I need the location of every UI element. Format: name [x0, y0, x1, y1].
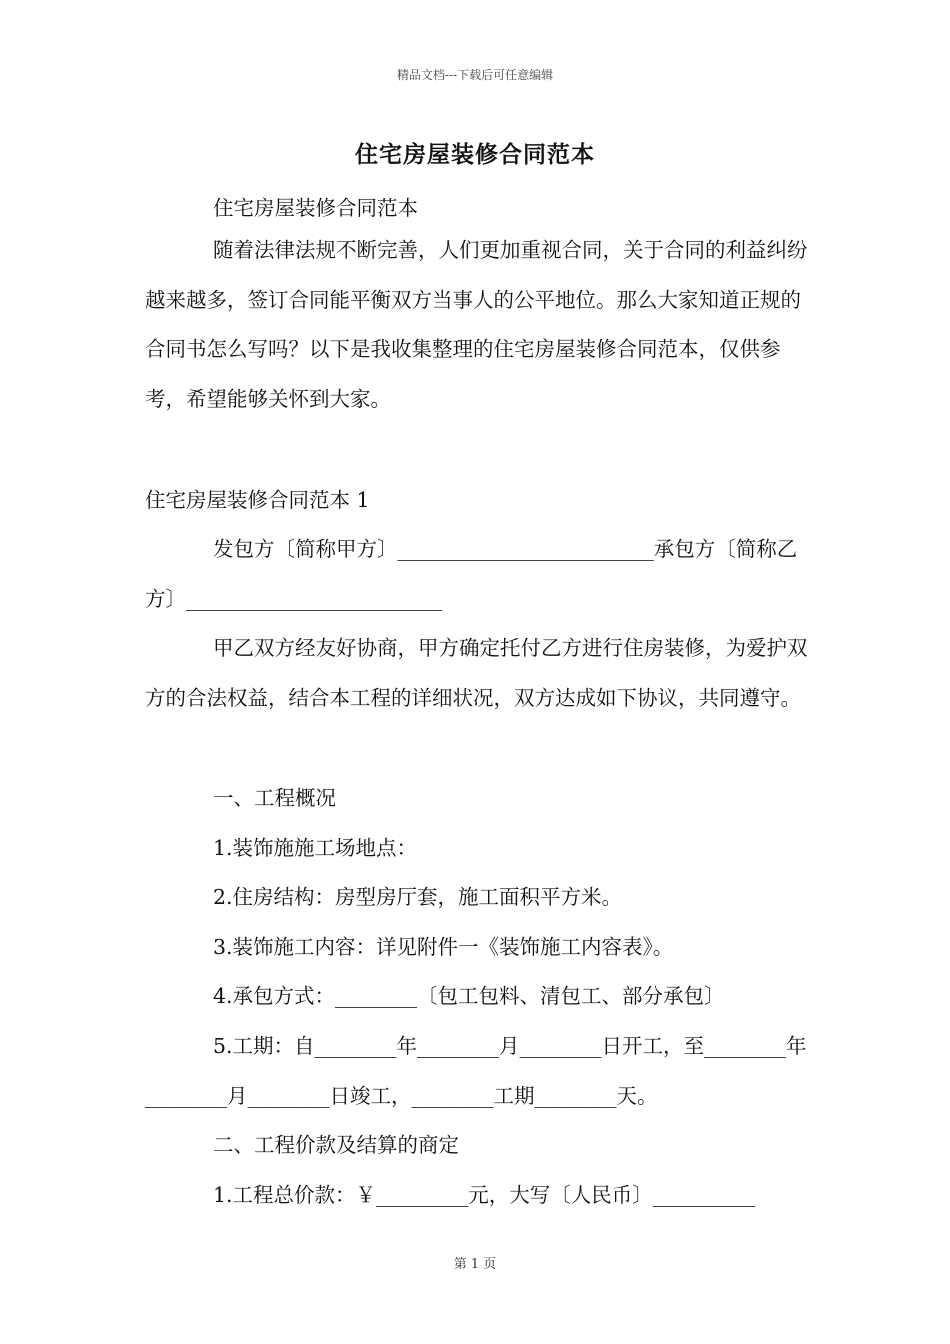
item-contract-method: 4.承包方式：________〔包工包料、清包工、部分承包〕 — [213, 984, 725, 1008]
item-construction-period: 5.工期：自________年________月________日开工，至________年________月________日竣工，________工期________天。 — [145, 1034, 807, 1108]
page-number: 第 1 页 — [453, 1257, 497, 1272]
section-heading: 住宅房屋装修合同范本 1 — [145, 488, 370, 512]
item-construction-content: 3.装饰施工内容：详见附件一《装饰施工内容表》。 — [213, 935, 674, 959]
header-note: 精品文档---下载后可任意编辑 — [396, 68, 554, 82]
document-title: 住宅房屋装修合同范本 — [355, 141, 595, 168]
parties-paragraph: 发包方〔简称甲方〕_________________________承包方〔简称乙方〕_________________________ — [145, 537, 798, 611]
heading-price-settlement: 二、工程价款及结算的商定 — [213, 1133, 459, 1157]
intro-paragraph: 随着法律法规不断完善，人们更加重视合同，关于合同的利益纠纷越来越多，签订合同能平衡双方当事人的公平地位。那么大家知道正规的合同书怎么写吗？以下是我收集整理的住宅房屋装修合同范本，仅供参考，希望能够关怀到大家。 — [145, 238, 808, 411]
item-site-location: 1.装饰施施工场地点： — [213, 836, 418, 860]
agreement-paragraph: 甲乙双方经友好协商，甲方确定托付乙方进行住房装修，为爱护双方的合法权益，结合本工程的详细状况，双方达成如下协议，共同遵守。 — [145, 636, 808, 710]
heading-project-overview: 一、工程概况 — [213, 786, 336, 810]
subtitle: 住宅房屋装修合同范本 — [213, 196, 418, 220]
item-house-structure: 2.住房结构：房型房厅套，施工面积平方米。 — [213, 885, 623, 909]
item-total-price: 1.工程总价款：￥_________元，大写〔人民币〕__________ — [213, 1183, 756, 1207]
